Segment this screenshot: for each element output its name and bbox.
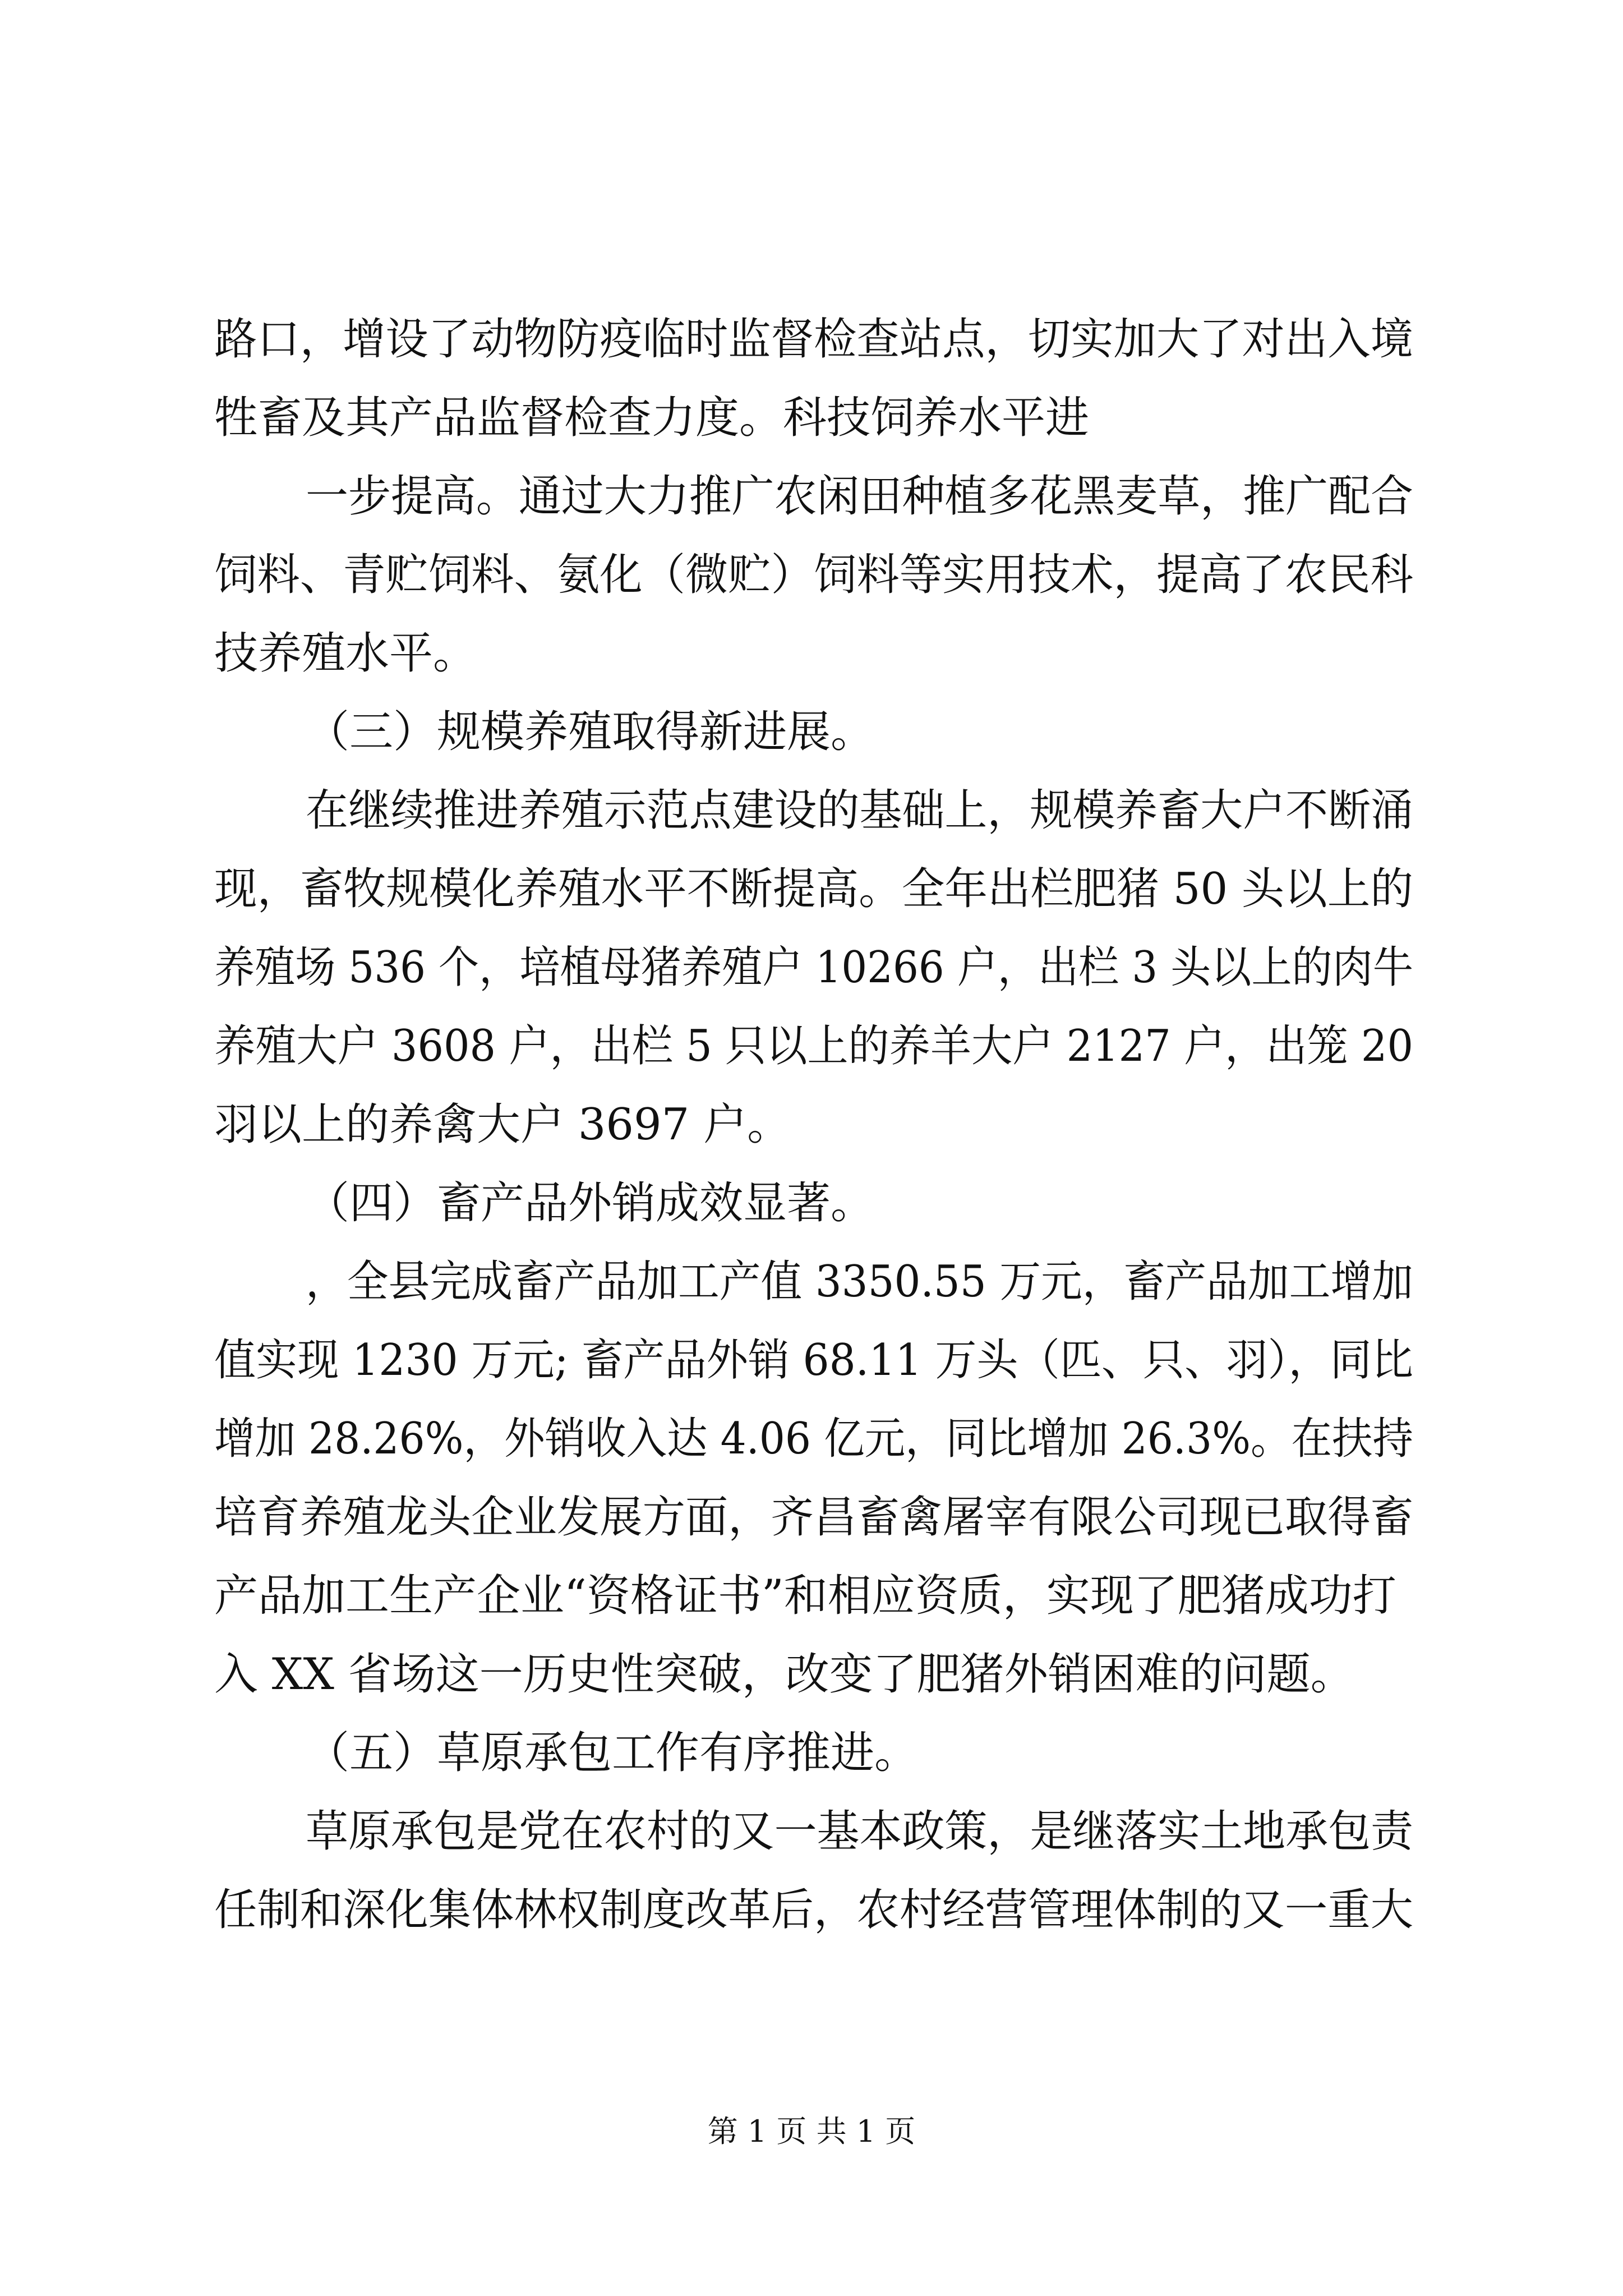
text-line-content: 现，畜牧规模化养殖水平不断提高。全年出栏肥猪 50 头以上的 [214,864,1413,914]
text-line-content: 任制和深化集体林权制度改革后，农村经营管理体制的又一重大 [214,1885,1413,1935]
text-line-content: 值实现 1230 万元; 畜产品外销 68.11 万头（匹、只、羽），同比 [214,1335,1413,1386]
section-heading [0,1725,1623,1781]
text-line-content: 增加 28.26%，外销收入达 4.06 亿元，同比增加 26.3%。在扶持 [214,1414,1413,1464]
page-footer [0,2109,1623,2154]
text-line-content: 牲畜及其产品监督检查力度。科技饲养水平进 [214,393,1090,443]
text-line-content: 草原承包是党在农村的又一基本政策，是继落实土地承包责 [306,1806,1413,1857]
text-line-content: 技养殖水平。 [214,628,477,679]
text-line-content: 在继续推进养殖示范点建设的基础上，规模养畜大户不断涌 [306,785,1413,836]
text-line-content: 路口，增设了动物防疫临时监督检查站点，切实加大了对出入境 [214,314,1413,365]
text-line [0,1646,1623,1703]
text-line [0,311,1623,367]
section-heading-text: （三）规模养殖取得新进展。 [306,707,875,757]
text-line-content: 饲料、青贮饲料、氨化（微贮）饲料等实用技术，提高了农民科 [214,550,1413,600]
text-line-content: 羽以上的养禽大户 3697 户。 [214,1099,791,1150]
text-line [0,1018,1623,1074]
text-line-content: 培育养殖龙头企业发展方面，齐昌畜禽屠宰有限公司现已取得畜 [214,1492,1413,1543]
section-heading-text: （五）草原承包工作有序推进。 [306,1728,919,1778]
text-line [0,547,1623,603]
text-line [0,783,1623,839]
text-line [0,1803,1623,1860]
text-line [0,1097,1623,1153]
text-line-content: 养殖场 536 个，培植母猪养殖户 10266 户，出栏 3 头以上的肉牛 [214,942,1413,993]
text-line-content: 入 XX 省场这一历史性突破，改变了肥猪外销困难的问题。 [214,1649,1354,1700]
text-line-content: 一步提高。通过大力推广农闲田种植多花黑麦草，推广配合 [306,471,1413,522]
text-line [0,1489,1623,1545]
text-line [0,861,1623,917]
text-line [0,1882,1623,1938]
text-line [0,940,1623,996]
text-line-content: 养殖大户 3608 户，出栏 5 只以上的养羊大户 2127 户，出笼 20 [214,1021,1413,1071]
text-line [0,625,1623,682]
text-line [0,390,1623,446]
text-line-content: 产品加工生产企业“资格证书”和相应资质，实现了肥猪成功打 [214,1571,1396,1621]
section-heading [0,1175,1623,1231]
section-heading [0,704,1623,760]
text-line [0,1411,1623,1467]
page-number: 第 1 页 共 1 页 [707,2114,916,2149]
text-line [0,468,1623,524]
text-line-content: ，全县完成畜产品加工产值 3350.55 万元，畜产品加工增加 [306,1257,1413,1307]
text-line [0,1254,1623,1310]
section-heading-text: （四）畜产品外销成效显著。 [306,1178,875,1228]
text-line [0,1568,1623,1624]
text-line [0,1332,1623,1388]
